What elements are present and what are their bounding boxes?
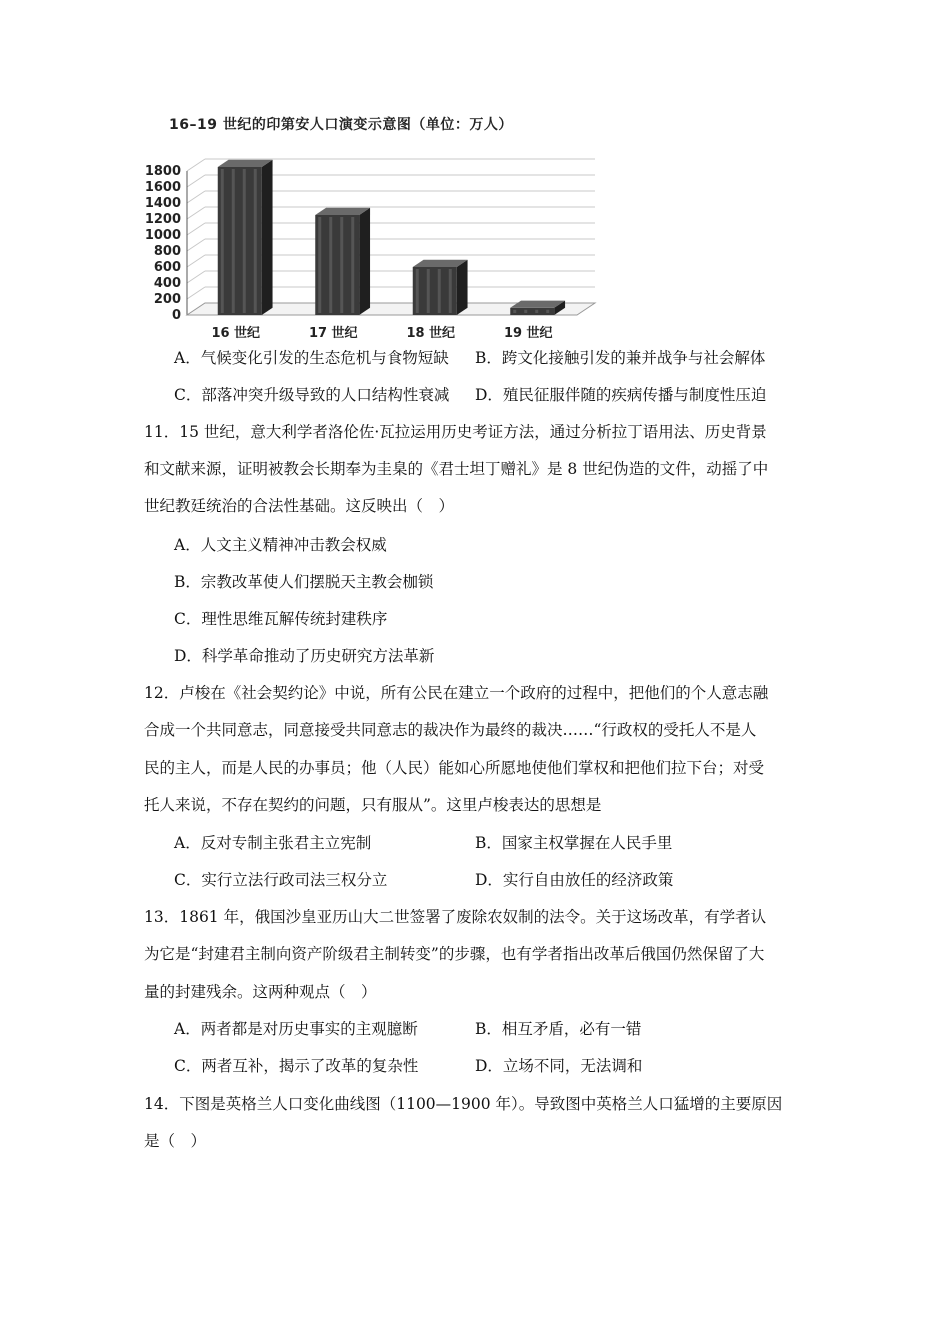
- bar-texture: [546, 310, 549, 313]
- q13-stem-line: 为它是“封建君主制向资产阶级君主制转变”的步骤，也有学者指出改革后俄国仍然保留了大: [144, 945, 765, 963]
- bar-texture: [329, 217, 332, 313]
- q12-option-d[interactable]: D．实行自由放任的经济政策: [475, 871, 674, 889]
- x-tick-label: 18 世纪: [406, 326, 456, 341]
- y-tick-label: 1600: [144, 180, 181, 195]
- bar-texture: [513, 310, 516, 313]
- y-tick-label: 1800: [144, 164, 181, 179]
- q12-stem-line: 民的主人，而是人民的办事员；他（人民）能如心所愿地使他们掌权和把他们拉下台；对受: [144, 759, 765, 777]
- bar-texture: [340, 217, 343, 313]
- y-tick-label: 800: [153, 244, 181, 259]
- bar-texture: [221, 169, 224, 313]
- q13-stem-line: 量的封建残余。这两种观点（ ）: [144, 983, 377, 1001]
- gridline-side: [187, 191, 205, 203]
- q11-option-b[interactable]: B．宗教改革使人们摆脱天主教会枷锁: [174, 573, 434, 591]
- x-tick-label: 17 世纪: [308, 326, 358, 341]
- y-tick-label: 1400: [144, 196, 181, 211]
- bar-side: [262, 160, 273, 315]
- chart-svg: [125, 110, 635, 345]
- bar-texture: [524, 310, 527, 313]
- q12-option-b[interactable]: B．国家主权掌握在人民手里: [475, 834, 673, 852]
- gridline-side: [187, 223, 205, 235]
- bar-texture: [535, 310, 538, 313]
- bar-texture: [438, 269, 441, 313]
- q10-option-a[interactable]: A．气候变化引发的生态危机与食物短缺: [174, 349, 449, 367]
- q13-option-d[interactable]: D．立场不同，无法调和: [475, 1057, 643, 1075]
- q11-stem-line: 11．15 世纪，意大利学者洛伦佐·瓦拉运用历史考证方法，通过分析拉丁语用法、历史背景: [144, 423, 767, 441]
- gridline-side: [187, 207, 205, 219]
- y-tick-label: 200: [153, 292, 181, 307]
- q11-option-a[interactable]: A．人文主义精神冲击教会权威: [174, 536, 387, 554]
- y-tick-label: 1000: [144, 228, 181, 243]
- y-tick-label: 1200: [144, 212, 181, 227]
- q12-option-a[interactable]: A．反对专制主张君主立宪制: [174, 834, 372, 852]
- q10-option-c[interactable]: C．部落冲突升级导致的人口结构性衰减: [174, 386, 450, 404]
- bar-texture: [416, 269, 419, 313]
- q13-stem-line: 13．1861 年，俄国沙皇亚历山大二世签署了废除农奴制的法令。关于这场改革，有学者认: [144, 908, 767, 926]
- q11-option-c[interactable]: C．理性思维瓦解传统封建秩序: [174, 610, 388, 628]
- q11-stem-line: 世纪教廷统治的合法性基础。这反映出（ ）: [144, 497, 455, 515]
- gridline-side: [187, 271, 205, 283]
- bar-side: [359, 208, 370, 315]
- bar-texture: [427, 269, 430, 313]
- gridline-side: [187, 175, 205, 187]
- q11-option-d[interactable]: D．科学革命推动了历史研究方法革新: [174, 647, 435, 665]
- y-tick-label: 0: [171, 308, 181, 323]
- q13-option-c[interactable]: C．两者互补，揭示了改革的复杂性: [174, 1057, 419, 1075]
- q12-option-c[interactable]: C．实行立法行政司法三权分立: [174, 871, 388, 889]
- x-tick-label: 19 世纪: [503, 326, 553, 341]
- q13-option-b[interactable]: B．相互矛盾，必有一错: [475, 1020, 642, 1038]
- q14-stem-line: 是（ ）: [144, 1132, 207, 1150]
- q10-option-b[interactable]: B．跨文化接触引发的兼并战争与社会解体: [475, 349, 766, 367]
- x-tick-label: 16 世纪: [211, 326, 261, 341]
- bar-texture: [318, 217, 321, 313]
- q13-option-a[interactable]: A．两者都是对历史事实的主观臆断: [174, 1020, 418, 1038]
- y-tick-label: 600: [153, 260, 181, 275]
- q11-stem-line: 和文献来源，证明被教会长期奉为圭臬的《君士坦丁赠礼》是 8 世纪伪造的文件，动摇了中: [144, 460, 769, 478]
- q14-stem-line: 14．下图是英格兰人口变化曲线图（1100—1900 年）。导致图中英格兰人口猛增的主要原因: [144, 1095, 783, 1113]
- bar-side: [457, 260, 468, 315]
- q12-stem-line: 托人来说，不存在契约的问题，只有服从”。这里卢梭表达的思想是: [144, 796, 602, 814]
- population-chart: [125, 110, 635, 345]
- y-tick-label: 400: [153, 276, 181, 291]
- bar-texture: [254, 169, 257, 313]
- gridline-side: [187, 287, 205, 299]
- bar-texture: [449, 269, 452, 313]
- q12-stem-line: 合成一个共同意志，同意接受共同意志的裁决作为最终的裁决……“行政权的受托人不是人: [144, 721, 757, 739]
- q12-stem-line: 12．卢梭在《社会契约论》中说，所有公民在建立一个政府的过程中，把他们的个人意志融: [144, 684, 769, 702]
- q10-option-d[interactable]: D．殖民征服伴随的疾病传播与制度性压迫: [475, 386, 767, 404]
- gridline-side: [187, 255, 205, 267]
- bar-texture: [351, 217, 354, 313]
- gridline-side: [187, 159, 205, 171]
- chart-title: 16–19 世纪的印第安人口演变示意图（单位：万人）: [169, 117, 513, 133]
- bar-texture: [232, 169, 235, 313]
- bar-texture: [243, 169, 246, 313]
- gridline-side: [187, 239, 205, 251]
